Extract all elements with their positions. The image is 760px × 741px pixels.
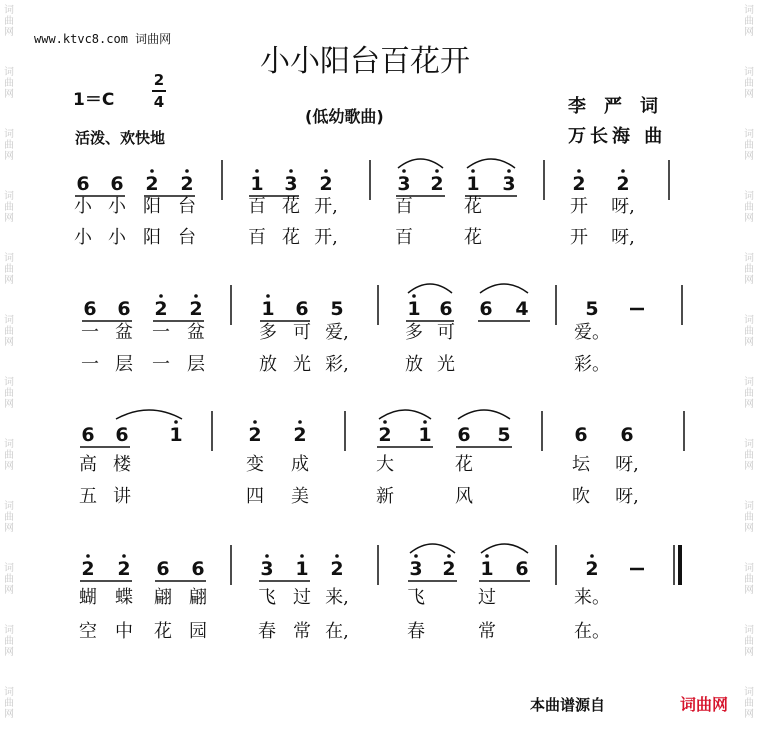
lyric-char: 光 <box>437 354 455 375</box>
lyric-char: 花 <box>154 621 172 642</box>
lyric-char: 在, <box>325 621 349 642</box>
lyric-char: 层 <box>187 354 205 375</box>
lyric-char: 阳 <box>143 227 161 248</box>
watermark-text: 词曲网 <box>744 67 754 100</box>
note-2: 2 <box>81 558 95 580</box>
octave-dot <box>122 554 126 558</box>
note-6: 6 <box>457 424 471 446</box>
slur-arc <box>410 544 455 553</box>
lyric-char: 吹 <box>572 486 590 507</box>
lyric-char: 阳 <box>143 196 161 217</box>
slur-arc <box>458 410 510 419</box>
lyric-char: 台 <box>178 227 196 248</box>
note-3: 3 <box>284 173 298 195</box>
lyric-char: 开, <box>314 227 338 248</box>
watermark-text: 词曲网 <box>4 253 14 286</box>
lyric-char: 小 <box>74 227 92 248</box>
lyric-char: 放 <box>405 354 423 375</box>
octave-dot <box>266 294 270 298</box>
note-6: 6 <box>479 298 493 320</box>
octave-dot <box>194 294 198 298</box>
note-6: 6 <box>620 424 634 446</box>
octave-dot <box>289 169 293 173</box>
note-2: 2 <box>189 298 203 320</box>
octave-dot <box>335 554 339 558</box>
lyric-char: 春 <box>407 621 425 642</box>
lyric-char: 蝴 <box>79 587 97 608</box>
watermark-text: 词曲网 <box>744 377 754 410</box>
lyric-char: 百 <box>395 196 413 217</box>
genre-label: (低幼歌曲) <box>305 107 384 126</box>
lyric-char: 彩。 <box>574 354 610 375</box>
lyric-char: 来。 <box>574 587 610 608</box>
watermark-text: 词曲网 <box>4 563 14 596</box>
lyric-char: 爱, <box>325 322 349 343</box>
lyric-char: 可 <box>437 322 455 343</box>
note-6: 6 <box>81 424 95 446</box>
note-3: 3 <box>409 558 423 580</box>
octave-dot <box>447 554 451 558</box>
octave-dot <box>265 554 269 558</box>
lyric-char: 开, <box>314 196 338 217</box>
note-2: 2 <box>378 424 392 446</box>
note-1: 1 <box>466 173 480 195</box>
octave-dot <box>150 169 154 173</box>
octave-dot <box>507 169 511 173</box>
lyric-char: 空 <box>79 621 97 642</box>
note-2: 2 <box>585 558 599 580</box>
watermark-text: 词曲网 <box>4 315 14 348</box>
lyric-char: 新 <box>376 486 394 507</box>
octave-dot <box>577 169 581 173</box>
lyric-char: 呀, <box>611 227 635 248</box>
octave-dot <box>253 420 257 424</box>
octave-dot <box>159 294 163 298</box>
note-6: 6 <box>76 173 90 195</box>
lyric-char: 光 <box>293 354 311 375</box>
tempo-marking: 活泼、欢快地 <box>75 129 166 147</box>
lyric-char: 百 <box>248 196 266 217</box>
slur-arc <box>379 410 431 419</box>
note-6: 6 <box>117 298 131 320</box>
note-6: 6 <box>191 558 205 580</box>
note-2: 2 <box>319 173 333 195</box>
note-2: 2 <box>117 558 131 580</box>
lyric-char: 讲 <box>113 486 131 507</box>
octave-dot <box>300 554 304 558</box>
note-2: 2 <box>616 173 630 195</box>
octave-dot <box>383 420 387 424</box>
lyric-char: 一 <box>152 322 170 343</box>
note-1: 1 <box>418 424 432 446</box>
lyric-char: 春 <box>258 621 276 642</box>
lyric-char: 常 <box>478 621 496 642</box>
lyric-char: 四 <box>246 486 264 507</box>
note-3: 3 <box>397 173 411 195</box>
lyric-char: 多 <box>405 322 423 343</box>
octave-dot <box>485 554 489 558</box>
note-2: 2 <box>442 558 456 580</box>
lyric-char: 呀, <box>615 486 639 507</box>
note-3: 3 <box>260 558 274 580</box>
slur-arc <box>481 544 528 553</box>
lyric-char: 蝶 <box>115 587 133 608</box>
lyric-char: 爱。 <box>574 322 610 343</box>
time-bottom: 4 <box>153 93 165 111</box>
lyric-char: 高 <box>79 454 97 475</box>
key-signature: 1＝C <box>73 90 115 110</box>
lyric-char: 百 <box>248 227 266 248</box>
lyric-char: 一 <box>152 354 170 375</box>
note-1: 1 <box>169 424 183 446</box>
octave-dot <box>255 169 259 173</box>
lyric-char: 风 <box>455 486 473 507</box>
octave-dot <box>324 169 328 173</box>
lyricist: 李严词 <box>568 96 676 117</box>
lyric-char: 台 <box>178 196 196 217</box>
note-6: 6 <box>110 173 124 195</box>
note-6: 6 <box>515 558 529 580</box>
note-1: 1 <box>261 298 275 320</box>
watermark-text: 词曲网 <box>744 439 754 472</box>
note-1: 1 <box>407 298 421 320</box>
lyric-char: 花 <box>464 196 482 217</box>
lyric-char: 花 <box>282 227 300 248</box>
octave-dot <box>590 554 594 558</box>
octave-dot <box>471 169 475 173</box>
lyric-char: 开 <box>570 227 588 248</box>
note-5: 5 <box>330 298 344 320</box>
brand-logo[interactable]: 词曲网 <box>680 695 729 714</box>
note-4: 4 <box>515 298 529 320</box>
slur-arc <box>467 159 515 168</box>
note-5: 5 <box>497 424 511 446</box>
lyric-char: 成 <box>291 454 309 475</box>
lyric-char: 盆 <box>187 322 205 343</box>
note-2: 2 <box>293 424 307 446</box>
lyric-char: 呀, <box>615 454 639 475</box>
octave-dot <box>174 420 178 424</box>
note-2: 2 <box>430 173 444 195</box>
lyric-char: 美 <box>291 486 309 507</box>
watermark-text: 词曲网 <box>744 501 754 534</box>
lyric-char: 百 <box>395 227 413 248</box>
lyric-char: 来, <box>325 587 349 608</box>
lyric-char: 园 <box>189 621 207 642</box>
slur-arc <box>480 284 528 293</box>
lyric-char: 飞 <box>407 587 425 608</box>
note-6: 6 <box>83 298 97 320</box>
octave-dot <box>423 420 427 424</box>
watermark-text: 词曲网 <box>744 625 754 658</box>
watermark-text: 词曲网 <box>4 625 14 658</box>
note-1: 1 <box>250 173 264 195</box>
lyric-char: 翩 <box>189 587 207 608</box>
note-2: 2 <box>180 173 194 195</box>
time-top: 2 <box>153 71 165 89</box>
lyric-char: 小 <box>108 227 126 248</box>
composer: 万长海 曲 <box>568 126 667 147</box>
lyric-char: 翩 <box>154 587 172 608</box>
lyric-char: 盆 <box>115 322 133 343</box>
watermark-text: 词曲网 <box>4 501 14 534</box>
note-2: 2 <box>154 298 168 320</box>
note-6: 6 <box>115 424 129 446</box>
octave-dot <box>86 554 90 558</box>
lyric-char: 过 <box>293 587 311 608</box>
lyric-char: 过 <box>478 587 496 608</box>
octave-dot <box>412 294 416 298</box>
note-6: 6 <box>156 558 170 580</box>
octave-dot <box>185 169 189 173</box>
lyric-char: 花 <box>282 196 300 217</box>
lyric-char: 一 <box>81 354 99 375</box>
watermark-text: 词曲网 <box>744 253 754 286</box>
octave-dot <box>621 169 625 173</box>
watermark-text: 词曲网 <box>4 129 14 162</box>
slur-arc <box>398 159 443 168</box>
note-6: 6 <box>574 424 588 446</box>
lyric-char: 呀, <box>611 196 635 217</box>
lyric-char: 小 <box>108 196 126 217</box>
octave-dot <box>402 169 406 173</box>
lyric-char: 五 <box>79 486 97 507</box>
note-1: 1 <box>480 558 494 580</box>
octave-dot <box>298 420 302 424</box>
lyric-char: 变 <box>246 454 264 475</box>
watermark-text: 词曲网 <box>744 687 754 720</box>
lyric-char: 在。 <box>574 621 610 642</box>
site-url[interactable]: www.ktvc8.com 词曲网 <box>34 32 172 46</box>
watermark-text: 词曲网 <box>4 687 14 720</box>
watermark-text: 词曲网 <box>4 191 14 224</box>
watermark-text: 词曲网 <box>4 67 14 100</box>
lyric-char: 花 <box>455 454 473 475</box>
note-2: 2 <box>330 558 344 580</box>
lyric-char: 花 <box>464 227 482 248</box>
octave-dot <box>414 554 418 558</box>
lyric-char: 可 <box>293 322 311 343</box>
slur-arc <box>116 410 182 419</box>
note-2: 2 <box>145 173 159 195</box>
note-6: 6 <box>439 298 453 320</box>
watermark-text: 词曲网 <box>4 439 14 472</box>
watermark-text: 词曲网 <box>744 191 754 224</box>
lyric-char: 坛 <box>572 454 590 475</box>
watermark-text: 词曲网 <box>744 563 754 596</box>
lyric-char: 飞 <box>258 587 276 608</box>
lyric-char: 小 <box>74 196 92 217</box>
watermark-text: 词曲网 <box>744 315 754 348</box>
note-2: 2 <box>572 173 586 195</box>
song-title: 小小阳台百花开 <box>260 44 470 79</box>
lyric-char: 一 <box>81 322 99 343</box>
lyric-char: 层 <box>115 354 133 375</box>
lyric-char: 多 <box>259 322 277 343</box>
lyric-char: 开 <box>570 196 588 217</box>
note-6: 6 <box>295 298 309 320</box>
note-5: 5 <box>585 298 599 320</box>
watermark-text: 词曲网 <box>4 5 14 38</box>
slur-arc <box>408 284 452 293</box>
lyric-char: 放 <box>259 354 277 375</box>
lyric-char: 楼 <box>113 454 131 475</box>
note-2: 2 <box>248 424 262 446</box>
lyric-char: 大 <box>376 454 394 475</box>
watermark-text: 词曲网 <box>744 5 754 38</box>
watermark-text: 词曲网 <box>4 377 14 410</box>
lyric-char: 彩, <box>325 354 349 375</box>
note-1: 1 <box>295 558 309 580</box>
octave-dot <box>435 169 439 173</box>
lyric-char: 常 <box>293 621 311 642</box>
source-label: 本曲谱源自 <box>530 696 606 714</box>
note-3: 3 <box>502 173 516 195</box>
lyric-char: 中 <box>115 621 133 642</box>
watermark-text: 词曲网 <box>744 129 754 162</box>
